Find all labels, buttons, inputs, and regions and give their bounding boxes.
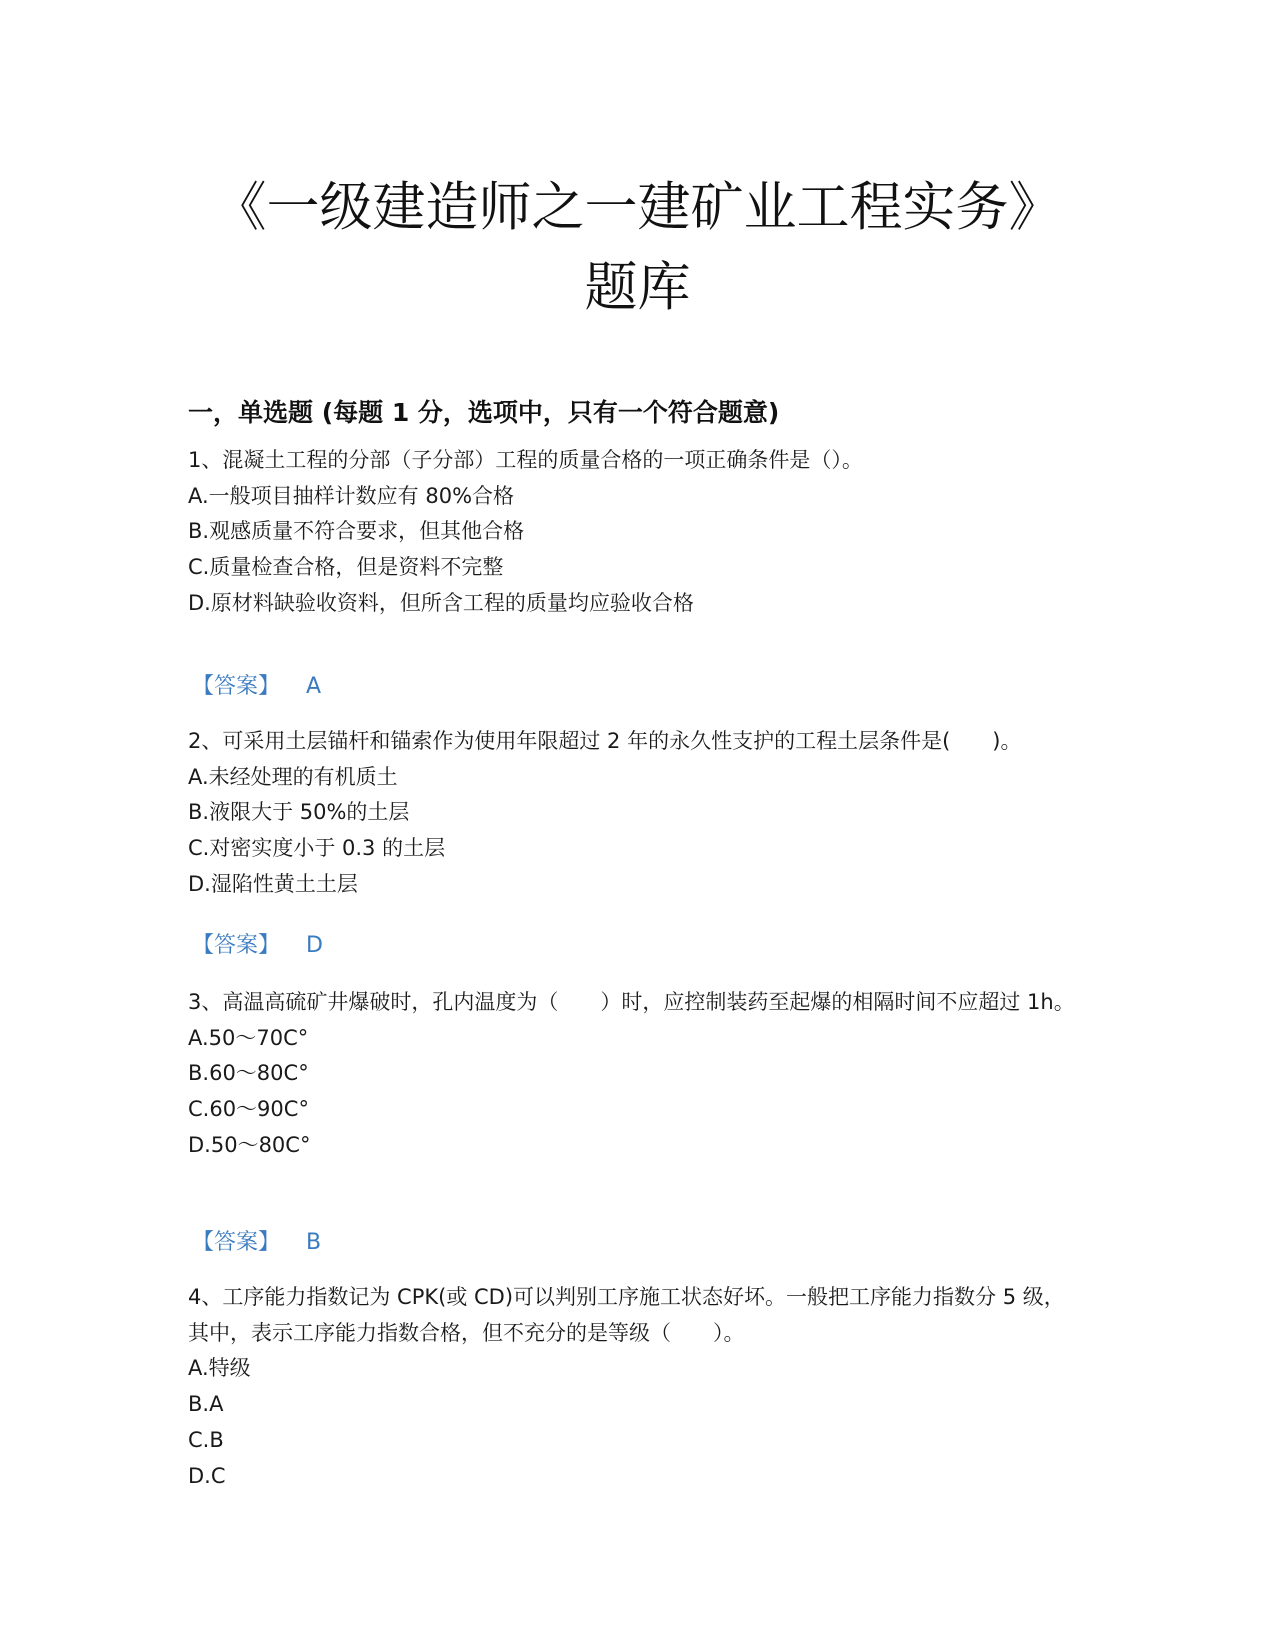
option-d: D.50～80C° [188,1132,311,1157]
option-a: A.特级 [188,1356,251,1381]
option-d: D.原材料缺验收资料，但所含工程的质量均应验收合格 [188,590,694,615]
option-b: B.60～80C° [188,1061,309,1086]
option-c: C.对密实度小于 0.3 的土层 [188,836,446,861]
question-1 [188,443,1078,622]
option-a: A.一般项目抽样计数应有 80%合格 [188,483,515,508]
option-d: D.C [188,1463,226,1488]
answer-label: 【答案】 [192,674,281,699]
section-heading: 一，单选题 (每题 1 分，选项中，只有一个符合题意) [188,398,780,427]
question-stem: 3、高温高硫矿井爆破时，孔内温度为（ ）时，应控制装药至起爆的相隔时间不应超过 1h。 [188,990,1075,1014]
option-c: C.质量检查合格，但是资料不完整 [188,555,504,580]
answer-2 [192,928,323,959]
document-title [150,168,1125,328]
option-a: A.50～70C° [188,1025,309,1050]
option-b: B.A [188,1392,224,1417]
question-2 [188,724,1078,903]
option-c: C.60～90C° [188,1097,309,1122]
answer-3 [192,1225,321,1256]
answer-1 [192,669,321,700]
option-b: B.液限大于 50%的土层 [188,800,410,825]
answer-value: D [306,933,323,958]
option-b: B.观感质量不符合要求，但其他合格 [188,519,525,544]
option-c: C.B [188,1427,224,1452]
document-title-line-2: 题库 [584,257,691,318]
answer-label: 【答案】 [192,933,281,958]
answer-value: B [306,1230,322,1255]
answer-label: 【答案】 [192,1230,281,1255]
option-a: A.未经处理的有机质土 [188,764,398,789]
question-stem: 2、可采用土层锚杆和锚索作为使用年限超过 2 年的永久性支护的工程土层条件是( )。 [188,729,1022,753]
question-stem: 1、混凝土工程的分部（子分部）工程的质量合格的一项正确条件是（）。 [188,448,863,472]
question-4 [188,1280,1078,1494]
question-stem: 4、工序能力指数记为 CPK(或 CD)可以判别工序施工状态好坏。一般把工序能力指数分 5 级，其中，表示工序能力指数合格，但不充分的是等级（ ）。 [188,1285,1065,1345]
option-d: D.湿陷性黄土土层 [188,871,358,896]
question-3 [188,985,1078,1164]
answer-value: A [306,674,322,699]
document-title-line-1: 《一级建造师之一建矿业工程实务》 [213,177,1062,238]
